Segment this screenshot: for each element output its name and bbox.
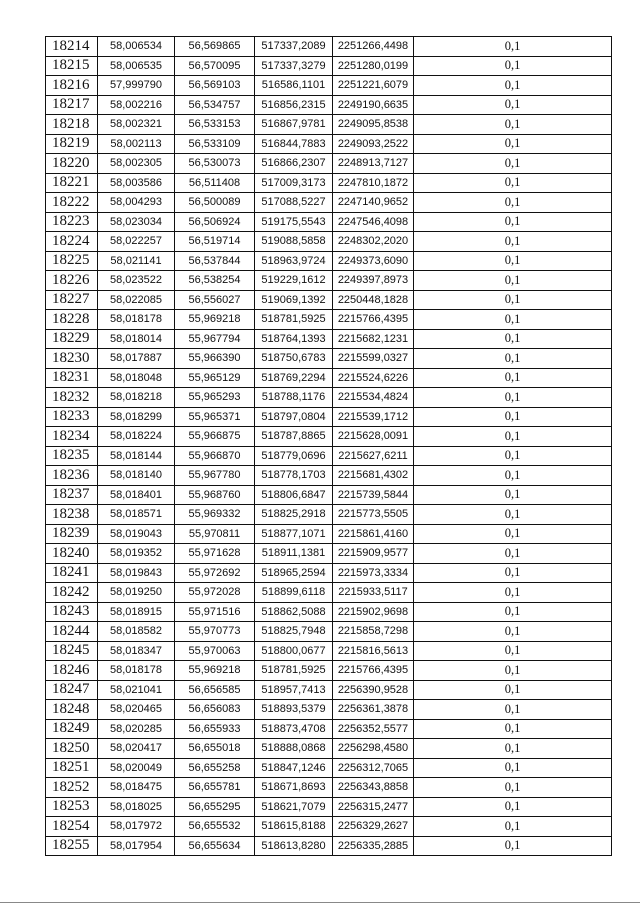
y-coordinate-cell: 2215627,6211 [333,446,414,466]
y-coordinate-cell: 2215861,4160 [333,524,414,544]
latitude-cell: 58,019250 [98,583,175,603]
table-row [46,563,612,583]
latitude-cell: 58,018178 [98,661,175,681]
x-coordinate-cell: 517337,2089 [255,37,333,57]
table-row [46,251,612,271]
y-coordinate-cell: 2256298,4580 [333,739,414,759]
longitude-cell: 55,965371 [175,407,255,427]
row-id-cell: 18218 [46,115,98,135]
longitude-cell: 55,965129 [175,368,255,388]
longitude-cell: 56,655532 [175,817,255,837]
y-coordinate-cell: 2249093,2522 [333,134,414,154]
table-row [46,602,612,622]
latitude-cell: 58,020417 [98,739,175,759]
x-coordinate-cell: 519175,5543 [255,212,333,232]
row-id-cell: 18219 [46,134,98,154]
row-id-cell: 18255 [46,836,98,856]
latitude-cell: 58,006534 [98,37,175,57]
y-coordinate-cell: 2215766,4395 [333,661,414,681]
y-coordinate-cell: 2256312,7065 [333,758,414,778]
table-row [46,758,612,778]
table-row [46,173,612,193]
table-row [46,836,612,856]
x-coordinate-cell: 518806,6847 [255,485,333,505]
accuracy-cell: 0,1 [414,37,612,57]
longitude-cell: 55,972692 [175,563,255,583]
accuracy-cell: 0,1 [414,524,612,544]
table-row [46,817,612,837]
row-id-cell: 18240 [46,544,98,564]
longitude-cell: 56,519714 [175,232,255,252]
accuracy-cell: 0,1 [414,388,612,408]
x-coordinate-cell: 516866,2307 [255,154,333,174]
y-coordinate-cell: 2215539,1712 [333,407,414,427]
table-row [46,349,612,369]
row-id-cell: 18248 [46,700,98,720]
row-id-cell: 18243 [46,602,98,622]
y-coordinate-cell: 2256329,2627 [333,817,414,837]
x-coordinate-cell: 516844,7883 [255,134,333,154]
latitude-cell: 58,006535 [98,56,175,76]
row-id-cell: 18246 [46,661,98,681]
y-coordinate-cell: 2215816,5613 [333,641,414,661]
table-row [46,661,612,681]
longitude-cell: 56,538254 [175,271,255,291]
row-id-cell: 18214 [46,37,98,57]
x-coordinate-cell: 518781,5925 [255,661,333,681]
longitude-cell: 55,972028 [175,583,255,603]
accuracy-cell: 0,1 [414,232,612,252]
accuracy-cell: 0,1 [414,661,612,681]
y-coordinate-cell: 2256361,3878 [333,700,414,720]
accuracy-cell: 0,1 [414,427,612,447]
row-id-cell: 18232 [46,388,98,408]
latitude-cell: 58,017954 [98,836,175,856]
accuracy-cell: 0,1 [414,739,612,759]
longitude-cell: 55,966870 [175,446,255,466]
table-row [46,37,612,57]
y-coordinate-cell: 2215739,5844 [333,485,414,505]
x-coordinate-cell: 518873,4708 [255,719,333,739]
longitude-cell: 55,967794 [175,329,255,349]
longitude-cell: 55,970063 [175,641,255,661]
x-coordinate-cell: 518750,6783 [255,349,333,369]
latitude-cell: 58,018025 [98,797,175,817]
accuracy-cell: 0,1 [414,271,612,291]
row-id-cell: 18229 [46,329,98,349]
accuracy-cell: 0,1 [414,95,612,115]
longitude-cell: 55,969332 [175,505,255,525]
table-row [46,700,612,720]
x-coordinate-cell: 518788,1176 [255,388,333,408]
latitude-cell: 58,017887 [98,349,175,369]
table-row [46,407,612,427]
latitude-cell: 58,018178 [98,310,175,330]
latitude-cell: 58,018347 [98,641,175,661]
row-id-cell: 18225 [46,251,98,271]
accuracy-cell: 0,1 [414,115,612,135]
table-row [46,583,612,603]
accuracy-cell: 0,1 [414,719,612,739]
x-coordinate-cell: 518778,1703 [255,466,333,486]
latitude-cell: 58,018915 [98,602,175,622]
latitude-cell: 58,019843 [98,563,175,583]
longitude-cell: 56,537844 [175,251,255,271]
y-coordinate-cell: 2256352,5577 [333,719,414,739]
accuracy-cell: 0,1 [414,700,612,720]
x-coordinate-cell: 518613,8280 [255,836,333,856]
longitude-cell: 55,966390 [175,349,255,369]
table-row [46,524,612,544]
y-coordinate-cell: 2249190,6635 [333,95,414,115]
longitude-cell: 56,655781 [175,778,255,798]
row-id-cell: 18238 [46,505,98,525]
longitude-cell: 55,969218 [175,310,255,330]
longitude-cell: 56,533153 [175,115,255,135]
y-coordinate-cell: 2256315,2477 [333,797,414,817]
y-coordinate-cell: 2256343,8858 [333,778,414,798]
accuracy-cell: 0,1 [414,154,612,174]
longitude-cell: 56,655933 [175,719,255,739]
y-coordinate-cell: 2256335,2885 [333,836,414,856]
y-coordinate-cell: 2247140,9652 [333,193,414,213]
table-row [46,446,612,466]
x-coordinate-cell: 518769,2294 [255,368,333,388]
row-id-cell: 18254 [46,817,98,837]
y-coordinate-cell: 2215628,0091 [333,427,414,447]
y-coordinate-cell: 2249095,8538 [333,115,414,135]
y-coordinate-cell: 2215773,5505 [333,505,414,525]
y-coordinate-cell: 2249397,8973 [333,271,414,291]
coordinates-table [45,36,612,856]
x-coordinate-cell: 518963,9724 [255,251,333,271]
latitude-cell: 58,019352 [98,544,175,564]
x-coordinate-cell: 518877,1071 [255,524,333,544]
longitude-cell: 55,968760 [175,485,255,505]
accuracy-cell: 0,1 [414,505,612,525]
x-coordinate-cell: 518911,1381 [255,544,333,564]
row-id-cell: 18252 [46,778,98,798]
row-id-cell: 18236 [46,466,98,486]
longitude-cell: 55,969218 [175,661,255,681]
longitude-cell: 56,570095 [175,56,255,76]
y-coordinate-cell: 2215534,4824 [333,388,414,408]
x-coordinate-cell: 518862,5088 [255,602,333,622]
table-row [46,622,612,642]
x-coordinate-cell: 519229,1612 [255,271,333,291]
row-id-cell: 18234 [46,427,98,447]
longitude-cell: 56,556027 [175,290,255,310]
x-coordinate-cell: 516586,1101 [255,76,333,96]
y-coordinate-cell: 2249373,6090 [333,251,414,271]
latitude-cell: 58,018144 [98,446,175,466]
latitude-cell: 58,021041 [98,680,175,700]
accuracy-cell: 0,1 [414,641,612,661]
row-id-cell: 18226 [46,271,98,291]
latitude-cell: 58,020465 [98,700,175,720]
x-coordinate-cell: 517337,3279 [255,56,333,76]
accuracy-cell: 0,1 [414,778,612,798]
table-row [46,427,612,447]
row-id-cell: 18228 [46,310,98,330]
accuracy-cell: 0,1 [414,446,612,466]
x-coordinate-cell: 519069,1392 [255,290,333,310]
x-coordinate-cell: 518800,0677 [255,641,333,661]
table-row [46,76,612,96]
accuracy-cell: 0,1 [414,76,612,96]
row-id-cell: 18241 [46,563,98,583]
x-coordinate-cell: 518621,7079 [255,797,333,817]
latitude-cell: 58,020285 [98,719,175,739]
table-row [46,95,612,115]
accuracy-cell: 0,1 [414,485,612,505]
longitude-cell: 56,656585 [175,680,255,700]
row-id-cell: 18220 [46,154,98,174]
table-row [46,544,612,564]
latitude-cell: 58,023034 [98,212,175,232]
y-coordinate-cell: 2215524,6226 [333,368,414,388]
table-row [46,193,612,213]
accuracy-cell: 0,1 [414,680,612,700]
row-id-cell: 18231 [46,368,98,388]
x-coordinate-cell: 518957,7413 [255,680,333,700]
latitude-cell: 58,021141 [98,251,175,271]
longitude-cell: 56,569103 [175,76,255,96]
latitude-cell: 58,018401 [98,485,175,505]
table-row [46,505,612,525]
table-row [46,778,612,798]
table-row [46,641,612,661]
row-id-cell: 18251 [46,758,98,778]
row-id-cell: 18227 [46,290,98,310]
longitude-cell: 55,966875 [175,427,255,447]
latitude-cell: 58,018014 [98,329,175,349]
latitude-cell: 58,020049 [98,758,175,778]
accuracy-cell: 0,1 [414,368,612,388]
table-row [46,232,612,252]
accuracy-cell: 0,1 [414,251,612,271]
accuracy-cell: 0,1 [414,758,612,778]
y-coordinate-cell: 2247810,1872 [333,173,414,193]
row-id-cell: 18249 [46,719,98,739]
latitude-cell: 57,999790 [98,76,175,96]
latitude-cell: 58,019043 [98,524,175,544]
longitude-cell: 56,506924 [175,212,255,232]
y-coordinate-cell: 2215902,9698 [333,602,414,622]
x-coordinate-cell: 518965,2594 [255,563,333,583]
row-id-cell: 18216 [46,76,98,96]
row-id-cell: 18239 [46,524,98,544]
row-id-cell: 18242 [46,583,98,603]
latitude-cell: 58,022257 [98,232,175,252]
latitude-cell: 58,018048 [98,368,175,388]
latitude-cell: 58,018140 [98,466,175,486]
latitude-cell: 58,018475 [98,778,175,798]
longitude-cell: 55,965293 [175,388,255,408]
row-id-cell: 18250 [46,739,98,759]
x-coordinate-cell: 518615,8188 [255,817,333,837]
y-coordinate-cell: 2215973,3334 [333,563,414,583]
y-coordinate-cell: 2215909,9577 [333,544,414,564]
table-row [46,739,612,759]
table-row [46,368,612,388]
row-id-cell: 18233 [46,407,98,427]
latitude-cell: 58,004293 [98,193,175,213]
row-id-cell: 18215 [46,56,98,76]
x-coordinate-cell: 518779,0696 [255,446,333,466]
table-row [46,485,612,505]
accuracy-cell: 0,1 [414,290,612,310]
latitude-cell: 58,018299 [98,407,175,427]
row-id-cell: 18247 [46,680,98,700]
latitude-cell: 58,002113 [98,134,175,154]
longitude-cell: 56,533109 [175,134,255,154]
y-coordinate-cell: 2250448,1828 [333,290,414,310]
accuracy-cell: 0,1 [414,56,612,76]
x-coordinate-cell: 516856,2315 [255,95,333,115]
table-row [46,290,612,310]
y-coordinate-cell: 2215858,7298 [333,622,414,642]
table-row [46,271,612,291]
y-coordinate-cell: 2215682,1231 [333,329,414,349]
accuracy-cell: 0,1 [414,407,612,427]
row-id-cell: 18224 [46,232,98,252]
x-coordinate-cell: 517009,3173 [255,173,333,193]
table-row [46,310,612,330]
row-id-cell: 18221 [46,173,98,193]
longitude-cell: 56,530073 [175,154,255,174]
table-row [46,388,612,408]
row-id-cell: 18222 [46,193,98,213]
latitude-cell: 58,002321 [98,115,175,135]
accuracy-cell: 0,1 [414,544,612,564]
x-coordinate-cell: 518847,1246 [255,758,333,778]
page-bottom-rule [0,902,640,903]
accuracy-cell: 0,1 [414,310,612,330]
accuracy-cell: 0,1 [414,563,612,583]
y-coordinate-cell: 2248302,2020 [333,232,414,252]
longitude-cell: 56,534757 [175,95,255,115]
latitude-cell: 58,003586 [98,173,175,193]
table-row [46,154,612,174]
y-coordinate-cell: 2251221,6079 [333,76,414,96]
table-row [46,134,612,154]
longitude-cell: 56,655634 [175,836,255,856]
latitude-cell: 58,018218 [98,388,175,408]
y-coordinate-cell: 2215766,4395 [333,310,414,330]
row-id-cell: 18230 [46,349,98,369]
accuracy-cell: 0,1 [414,212,612,232]
latitude-cell: 58,018224 [98,427,175,447]
accuracy-cell: 0,1 [414,622,612,642]
x-coordinate-cell: 518899,6118 [255,583,333,603]
row-id-cell: 18244 [46,622,98,642]
x-coordinate-cell: 519088,5858 [255,232,333,252]
longitude-cell: 56,656083 [175,700,255,720]
longitude-cell: 56,500089 [175,193,255,213]
longitude-cell: 55,970773 [175,622,255,642]
longitude-cell: 56,655018 [175,739,255,759]
x-coordinate-cell: 518825,2918 [255,505,333,525]
x-coordinate-cell: 517088,5227 [255,193,333,213]
table-row [46,56,612,76]
row-id-cell: 18223 [46,212,98,232]
row-id-cell: 18237 [46,485,98,505]
x-coordinate-cell: 518787,8865 [255,427,333,447]
table-row [46,212,612,232]
table-body [46,37,612,856]
table-row [46,115,612,135]
accuracy-cell: 0,1 [414,349,612,369]
row-id-cell: 18235 [46,446,98,466]
x-coordinate-cell: 518781,5925 [255,310,333,330]
table-row [46,466,612,486]
y-coordinate-cell: 2256390,9528 [333,680,414,700]
y-coordinate-cell: 2248913,7127 [333,154,414,174]
longitude-cell: 56,655295 [175,797,255,817]
row-id-cell: 18253 [46,797,98,817]
y-coordinate-cell: 2251266,4498 [333,37,414,57]
latitude-cell: 58,002216 [98,95,175,115]
accuracy-cell: 0,1 [414,583,612,603]
longitude-cell: 56,655258 [175,758,255,778]
accuracy-cell: 0,1 [414,797,612,817]
latitude-cell: 58,023522 [98,271,175,291]
y-coordinate-cell: 2247546,4098 [333,212,414,232]
x-coordinate-cell: 518797,0804 [255,407,333,427]
latitude-cell: 58,018571 [98,505,175,525]
latitude-cell: 58,018582 [98,622,175,642]
accuracy-cell: 0,1 [414,329,612,349]
accuracy-cell: 0,1 [414,602,612,622]
row-id-cell: 18245 [46,641,98,661]
x-coordinate-cell: 518893,5379 [255,700,333,720]
x-coordinate-cell: 518764,1393 [255,329,333,349]
longitude-cell: 55,967780 [175,466,255,486]
longitude-cell: 55,971516 [175,602,255,622]
longitude-cell: 56,569865 [175,37,255,57]
accuracy-cell: 0,1 [414,173,612,193]
y-coordinate-cell: 2215933,5117 [333,583,414,603]
latitude-cell: 58,022085 [98,290,175,310]
longitude-cell: 56,511408 [175,173,255,193]
accuracy-cell: 0,1 [414,193,612,213]
x-coordinate-cell: 518825,7948 [255,622,333,642]
accuracy-cell: 0,1 [414,836,612,856]
y-coordinate-cell: 2215599,0327 [333,349,414,369]
longitude-cell: 55,971628 [175,544,255,564]
latitude-cell: 58,017972 [98,817,175,837]
x-coordinate-cell: 518888,0868 [255,739,333,759]
y-coordinate-cell: 2215681,4302 [333,466,414,486]
table-row [46,719,612,739]
accuracy-cell: 0,1 [414,817,612,837]
table-row [46,797,612,817]
x-coordinate-cell: 516867,9781 [255,115,333,135]
accuracy-cell: 0,1 [414,134,612,154]
row-id-cell: 18217 [46,95,98,115]
latitude-cell: 58,002305 [98,154,175,174]
y-coordinate-cell: 2251280,0199 [333,56,414,76]
longitude-cell: 55,970811 [175,524,255,544]
table-row [46,329,612,349]
accuracy-cell: 0,1 [414,466,612,486]
x-coordinate-cell: 518671,8693 [255,778,333,798]
table-row [46,680,612,700]
